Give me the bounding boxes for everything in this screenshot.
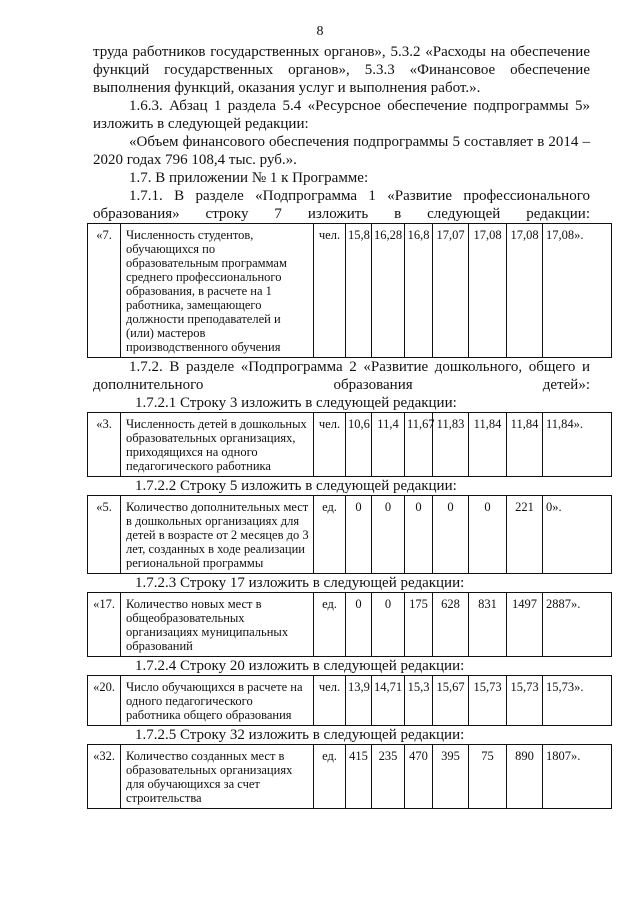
value-cell: 175 [405, 593, 433, 657]
intro-paragraph-4: 1.7. В приложении № 1 к Программе: [129, 170, 369, 186]
intro-paragraph-2: 1.6.3. Абзац 1 раздела 5.4 «Ресурсное обеспечение подпрограммы 5» изложить в следующей редакции: [93, 98, 590, 132]
table-row-32 [87, 744, 612, 809]
value-cell: 17,08». [543, 224, 612, 358]
indicator-name: Число обучающихся в расчете на одного педагогического работника общего образования [121, 676, 314, 726]
unit-cell: чел. [314, 224, 346, 358]
value-cell: 16,28 [372, 224, 405, 358]
value-cell: 0 [405, 496, 433, 574]
value-cell: 17,08 [507, 224, 543, 358]
value-cell: 11,4 [372, 413, 405, 477]
table-row [88, 745, 612, 809]
indicator-name: Количество дополнительных мест в дошкольных организациях для детей в возрасте от 2 месяцев до 3 лет, созданных в ходе реализации региональной программы [121, 496, 314, 574]
table-row [88, 496, 612, 574]
table-row [88, 593, 612, 657]
value-cell: 11,84 [507, 413, 543, 477]
section-paragraph: 1.7.2. В разделе «Подпрограмма 2 «Развитие дошкольного, общего и дополнительного образования детей»: [93, 359, 590, 393]
value-cell: 890 [507, 745, 543, 809]
value-cell: 15,73 [469, 676, 507, 726]
unit-cell: ед. [314, 496, 346, 574]
value-cell: 75 [469, 745, 507, 809]
row-number: «32. [88, 745, 121, 809]
value-cell: 2887». [543, 593, 612, 657]
intro-paragraph-1: труда работников государственных органов», 5.3.2 «Расходы на обеспечение функций государственных органов», 5.3.3 «Финансовое обеспечение выполнения функций, оказания услуг и выполнения работ.». [93, 44, 590, 96]
value-cell: 0 [372, 496, 405, 574]
row-number: «7. [88, 224, 121, 358]
unit-cell: чел. [314, 413, 346, 477]
value-cell: 0 [433, 496, 469, 574]
row-heading-5: 1.7.2.2 Строку 5 изложить в следующей редакции: [135, 478, 457, 494]
row-heading-20: 1.7.2.4 Строку 20 изложить в следующей редакции: [135, 658, 465, 674]
value-cell: 11,67 [405, 413, 433, 477]
value-cell: 10,6 [346, 413, 372, 477]
page-content [93, 43, 590, 809]
value-cell: 221 [507, 496, 543, 574]
table-row-20 [87, 675, 612, 726]
value-cell: 14,71 [372, 676, 405, 726]
value-cell: 628 [433, 593, 469, 657]
value-cell: 13,9 [346, 676, 372, 726]
value-cell: 15,73». [543, 676, 612, 726]
value-cell: 15,67 [433, 676, 469, 726]
value-cell: 11,84 [469, 413, 507, 477]
row-number: «20. [88, 676, 121, 726]
value-cell: 415 [346, 745, 372, 809]
value-cell: 15,3 [405, 676, 433, 726]
value-cell: 235 [372, 745, 405, 809]
table-row-7 [87, 223, 612, 358]
row-heading-17: 1.7.2.3 Строку 17 изложить в следующей редакции: [135, 575, 465, 591]
table-row-17 [87, 592, 612, 657]
unit-cell: чел. [314, 676, 346, 726]
value-cell: 831 [469, 593, 507, 657]
value-cell: 470 [405, 745, 433, 809]
value-cell: 0 [346, 496, 372, 574]
intro-paragraph-5: 1.7.1. В разделе «Подпрограмма 1 «Развитие профессионального образования» строку 7 изложить в следующей редакции: [93, 188, 590, 222]
value-cell: 0». [543, 496, 612, 574]
indicator-name: Количество новых мест в общеобразовательных организациях муниципальных образований [121, 593, 314, 657]
table-row-5 [87, 495, 612, 574]
value-cell: 0 [469, 496, 507, 574]
unit-cell: ед. [314, 593, 346, 657]
row-heading-32: 1.7.2.5 Строку 32 изложить в следующей редакции: [135, 727, 465, 743]
value-cell: 15,73 [507, 676, 543, 726]
table-row [88, 224, 612, 358]
value-cell: 11,83 [433, 413, 469, 477]
value-cell: 16,8 [405, 224, 433, 358]
indicator-name: Численность детей в дошкольных образовательных организациях, приходящихся на одного педагогического работника [121, 413, 314, 477]
value-cell: 15,8 [346, 224, 372, 358]
table-row-3 [87, 412, 612, 477]
row-number: «17. [88, 593, 121, 657]
table-row [88, 413, 612, 477]
value-cell: 17,08 [469, 224, 507, 358]
unit-cell: ед. [314, 745, 346, 809]
row-number: «3. [88, 413, 121, 477]
value-cell: 11,84». [543, 413, 612, 477]
value-cell: 0 [346, 593, 372, 657]
table-row [88, 676, 612, 726]
value-cell: 395 [433, 745, 469, 809]
intro-paragraph-3: «Объем финансового обеспечения подпрограммы 5 составляет в 2014 – 2020 годах 796 108,4 тыс. руб.». [93, 134, 590, 168]
indicator-name: Количество созданных мест в образовательных организациях для обучающихся за счет строительства [121, 745, 314, 809]
row-number: «5. [88, 496, 121, 574]
value-cell: 0 [372, 593, 405, 657]
value-cell: 1497 [507, 593, 543, 657]
value-cell: 17,07 [433, 224, 469, 358]
row-heading-3: 1.7.2.1 Строку 3 изложить в следующей редакции: [135, 395, 457, 411]
indicator-name: Численность студентов, обучающихся по образовательным программам среднего профессионального образования, в расчете на 1 работника, замещающего должности преподавателей и (или) мастеров производственного обучения [121, 224, 314, 358]
value-cell: 1807». [543, 745, 612, 809]
page-number: 8 [316, 24, 324, 39]
